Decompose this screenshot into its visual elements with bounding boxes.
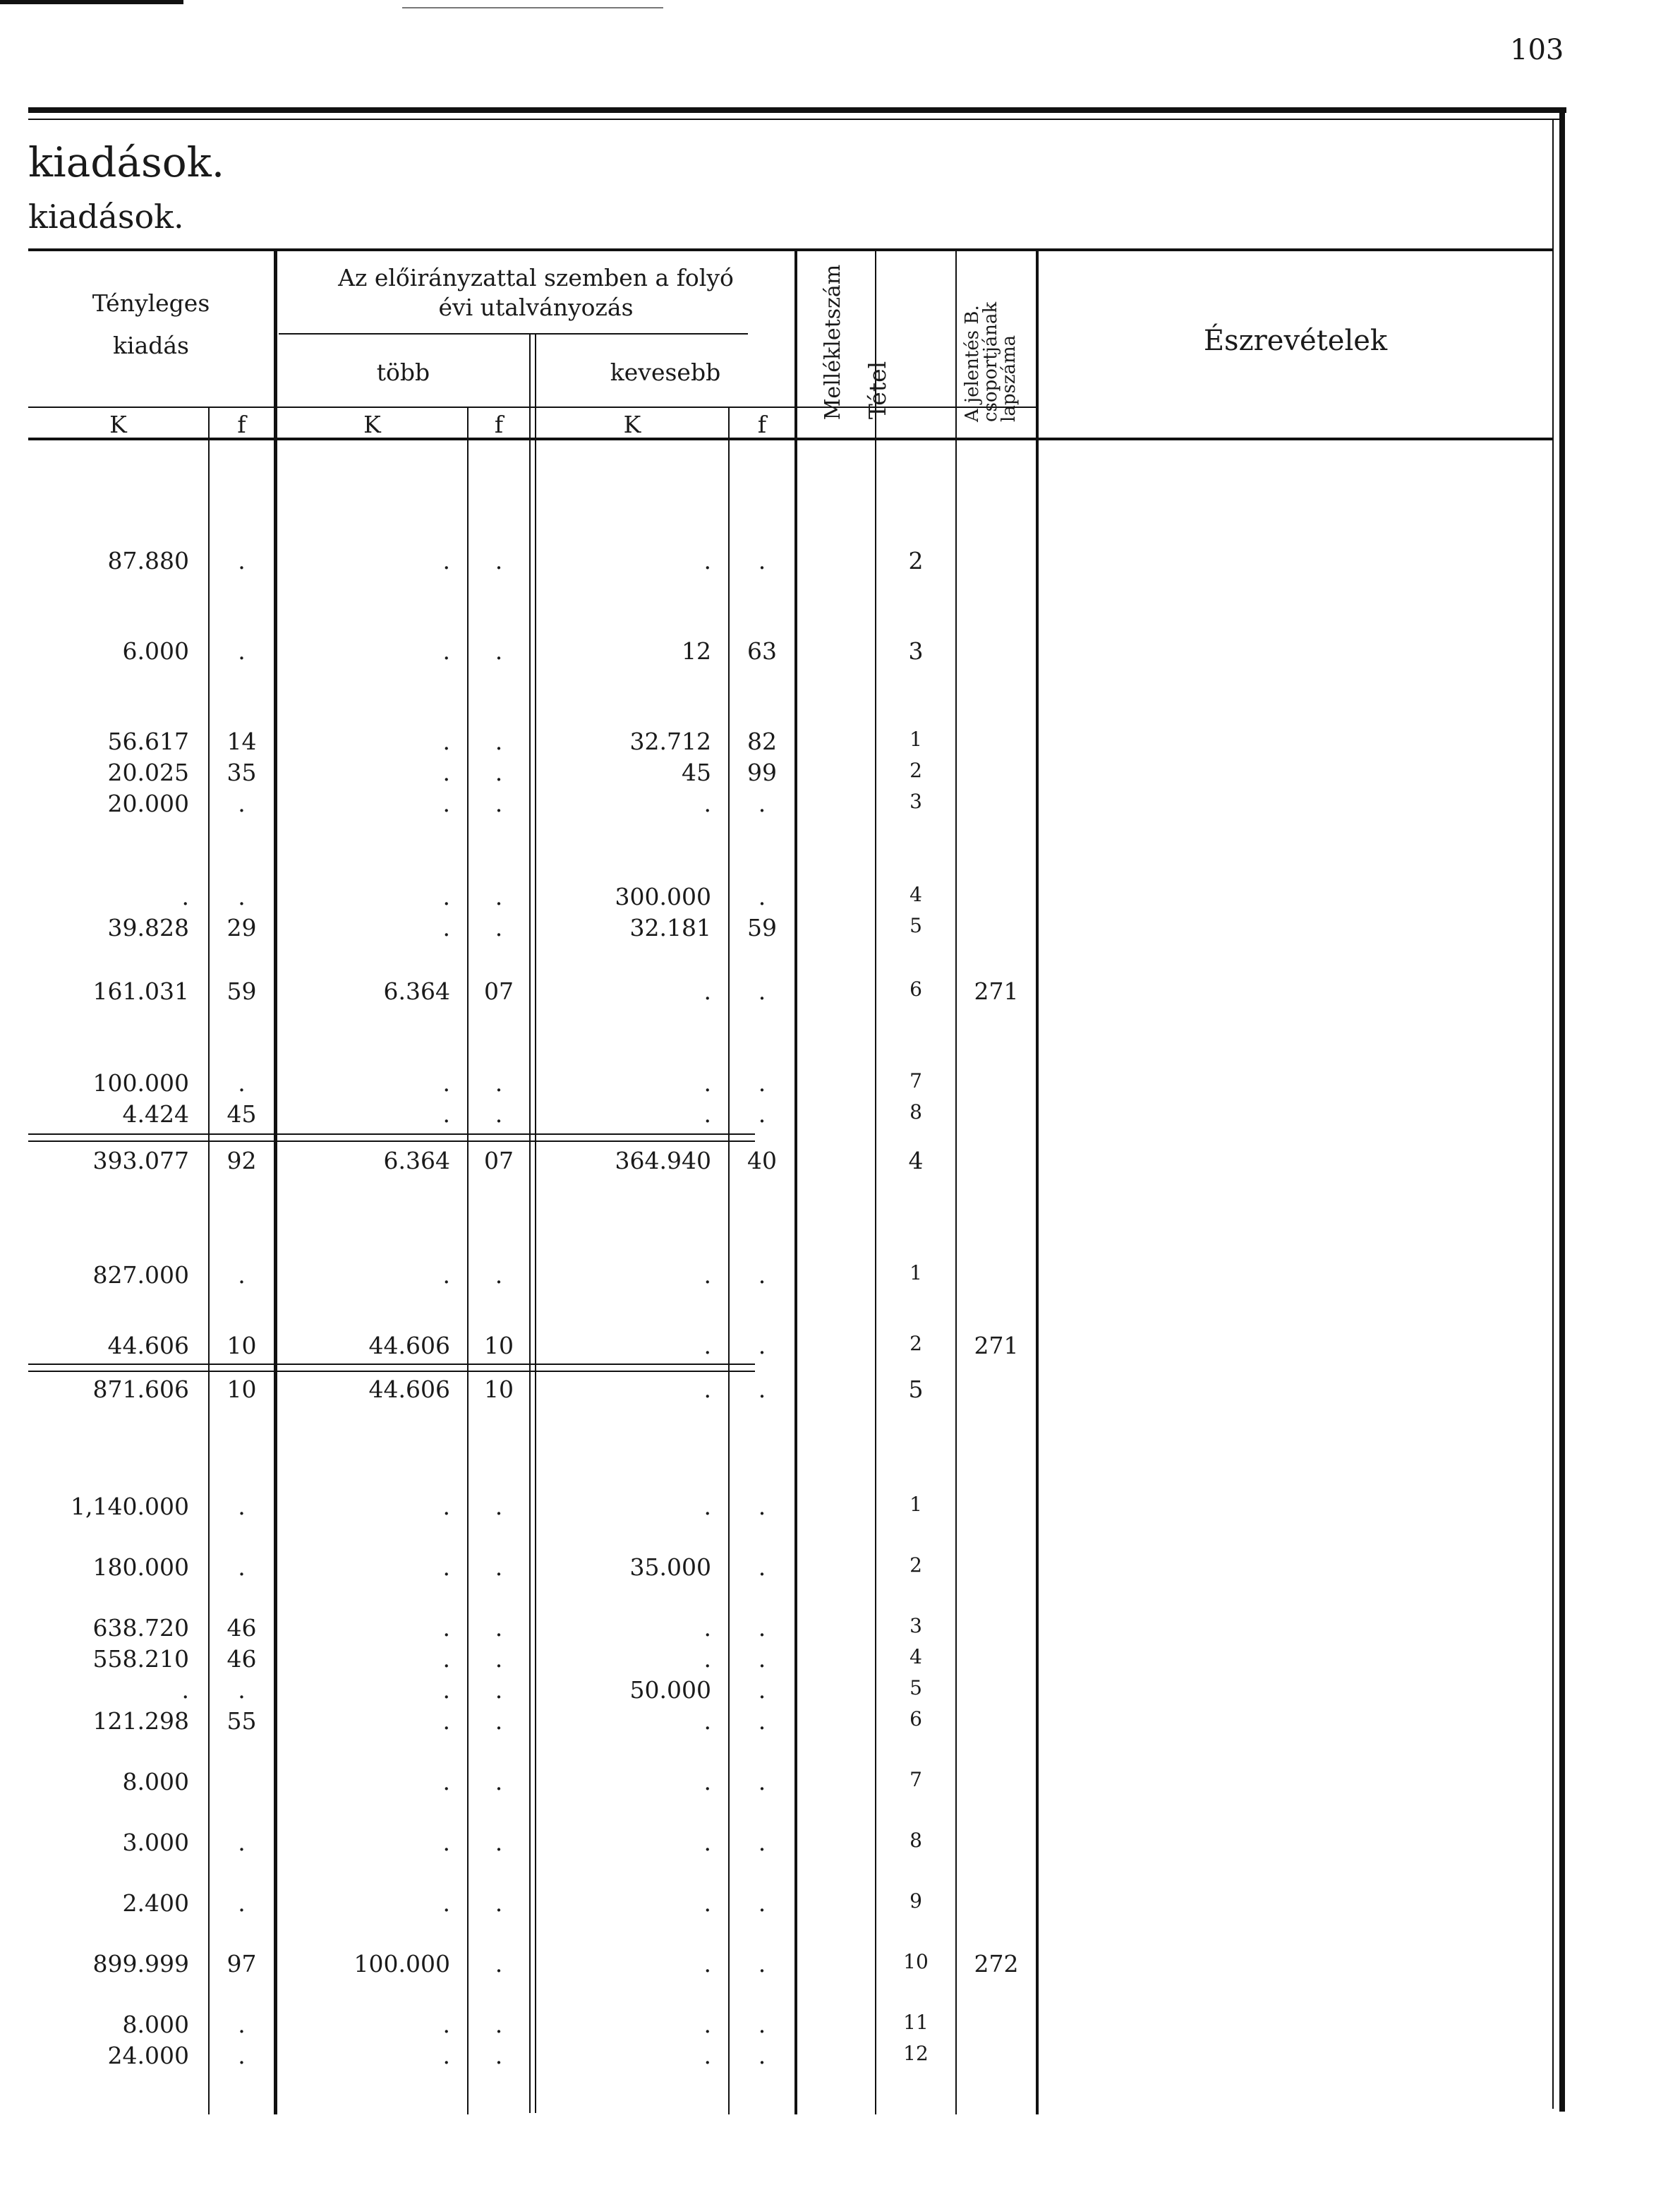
cell-tetel: 9: [910, 1889, 922, 1913]
cell-k2: .: [442, 2042, 450, 2069]
cell-f3: 40: [747, 1147, 777, 1174]
unit-k: K: [363, 411, 381, 438]
cell-f2: .: [495, 1676, 503, 1704]
cell-f3: .: [758, 790, 766, 817]
cell-k3: .: [703, 1493, 711, 1520]
cell-k1: 161.031: [92, 977, 189, 1005]
cell-k1: 8.000: [122, 1768, 189, 1795]
cell-k1: 871.606: [92, 1376, 189, 1403]
cell-k1: 3.000: [122, 1829, 189, 1856]
cell-k1: 39.828: [107, 914, 189, 941]
cell-k2: 100.000: [353, 1950, 450, 1978]
cell-k1: 20.025: [107, 759, 189, 786]
cell-k2: .: [442, 1829, 450, 1856]
cell-k2: .: [442, 759, 450, 786]
cell-k1: 2.400: [122, 1889, 189, 1917]
cell-lap: 271: [974, 977, 1019, 1005]
header-tobb: több: [376, 359, 430, 386]
unit-f: f: [757, 411, 767, 438]
cell-f3: .: [758, 883, 766, 910]
header-tetel: Tétel: [864, 361, 891, 420]
cell-f2: 07: [484, 1147, 514, 1174]
cell-k2: .: [442, 1100, 450, 1128]
cell-f1: 59: [226, 977, 257, 1005]
cell-f1: .: [238, 1553, 246, 1581]
cell-tetel: 5: [910, 1676, 922, 1699]
cell-f3: .: [758, 1645, 766, 1673]
scan-mark: [402, 7, 663, 8]
subtotal-rule: [28, 1140, 755, 1142]
cell-tetel: 2: [908, 547, 924, 574]
cell-f2: .: [495, 1614, 503, 1642]
cell-tetel: 2: [910, 1553, 922, 1577]
cell-f3: .: [758, 1261, 766, 1289]
cell-k1: 180.000: [92, 1553, 189, 1581]
cell-f1: 46: [226, 1645, 257, 1673]
cell-k2: 44.606: [368, 1332, 450, 1359]
cell-f2: .: [495, 1707, 503, 1735]
cell-k1: 1,140.000: [71, 1493, 189, 1520]
cell-f1: .: [238, 1493, 246, 1520]
cell-k3: .: [703, 547, 711, 574]
cell-k1: 121.298: [92, 1707, 189, 1735]
cell-k3: .: [703, 1645, 711, 1673]
cell-f3: .: [758, 2042, 766, 2069]
cell-f2: .: [495, 914, 503, 941]
cell-k2: .: [442, 1676, 450, 1704]
col-line: [208, 407, 210, 2114]
cell-tetel: 6: [910, 1707, 922, 1731]
cell-k2: .: [442, 1553, 450, 1581]
col-line: [728, 407, 730, 2114]
cell-tetel: 4: [908, 1147, 924, 1174]
cell-k3: .: [703, 977, 711, 1005]
cell-k2: .: [442, 1768, 450, 1795]
cell-k3: 50.000: [629, 1676, 711, 1704]
col-line: [529, 335, 531, 2113]
cell-f3: .: [758, 1707, 766, 1735]
page-subtitle: kiadások.: [28, 198, 184, 236]
header-eloiranyzat-1: Az előirányzattal szemben a folyó: [338, 264, 734, 291]
cell-f1: 46: [226, 1614, 257, 1642]
cell-f2: .: [495, 1261, 503, 1289]
cell-k3: .: [703, 1950, 711, 1978]
top-rule: [28, 107, 1566, 113]
cell-k2: 6.364: [383, 977, 450, 1005]
cell-k3: 300.000: [615, 883, 711, 910]
cell-f1: .: [238, 1676, 246, 1704]
cell-f3: 63: [747, 637, 777, 665]
unit-k: K: [623, 411, 641, 438]
scan-mark: [0, 0, 183, 4]
subtotal-rule: [28, 1371, 755, 1372]
header-eszrevetelek: Észrevételek: [1203, 325, 1388, 357]
cell-f3: .: [758, 1376, 766, 1403]
cell-k1: 24.000: [107, 2042, 189, 2069]
cell-f2: .: [495, 728, 503, 755]
cell-f1: 14: [226, 728, 257, 755]
cell-tetel: 1: [910, 1493, 922, 1516]
cell-tetel: 7: [910, 1768, 922, 1791]
cell-tetel: 12: [903, 2042, 929, 2065]
cell-f2: .: [495, 1645, 503, 1673]
header-mellekletszam: Mellékletszám: [821, 264, 845, 421]
cell-k2: .: [442, 1707, 450, 1735]
cell-f3: .: [758, 1889, 766, 1917]
cell-f2: .: [495, 1950, 503, 1978]
cell-f3: .: [758, 1614, 766, 1642]
cell-k1: 87.880: [107, 547, 189, 574]
header-jelentes-3: lapszáma: [998, 335, 1020, 422]
cell-tetel: 6: [910, 977, 922, 1001]
col-line: [955, 251, 957, 2114]
cell-f1: 97: [226, 1950, 257, 1978]
unit-f: f: [237, 411, 246, 438]
header-tenyleges-2: kiadás: [113, 332, 189, 359]
cell-f3: .: [758, 1676, 766, 1704]
cell-f3: .: [758, 1100, 766, 1128]
cell-f2: .: [495, 1829, 503, 1856]
cell-f3: 82: [747, 728, 777, 755]
cell-tetel: 4: [910, 883, 922, 906]
cell-f1: .: [238, 547, 246, 574]
cell-k2: .: [442, 914, 450, 941]
header-tenyleges-1: Tényleges: [92, 289, 210, 317]
cell-f3: .: [758, 1493, 766, 1520]
cell-k3: .: [703, 1889, 711, 1917]
cell-f3: .: [758, 2011, 766, 2038]
cell-k3: .: [703, 1768, 711, 1795]
cell-k3: .: [703, 1261, 711, 1289]
cell-k2: 44.606: [368, 1376, 450, 1403]
cell-k2: .: [442, 728, 450, 755]
cell-f2: .: [495, 1768, 503, 1795]
cell-f2: 07: [484, 977, 514, 1005]
cell-tetel: 8: [910, 1829, 922, 1852]
cell-tetel: 10: [903, 1950, 929, 1973]
cell-f1: 55: [226, 1707, 257, 1735]
cell-f2: .: [495, 1553, 503, 1581]
cell-k2: .: [442, 1889, 450, 1917]
cell-f1: .: [238, 790, 246, 817]
cell-f2: .: [495, 1100, 503, 1128]
cell-k2: .: [442, 883, 450, 910]
header-kevesebb: kevesebb: [610, 359, 721, 386]
unit-k: K: [109, 411, 127, 438]
header-eloiranyzat-2: évi utalványozás: [438, 294, 634, 321]
cell-f3: .: [758, 977, 766, 1005]
cell-tetel: 8: [910, 1100, 922, 1124]
cell-k2: .: [442, 2011, 450, 2038]
cell-k3: 12: [682, 637, 711, 665]
cell-k3: .: [703, 2011, 711, 2038]
cell-f1: .: [238, 883, 246, 910]
cell-f1: .: [238, 1889, 246, 1917]
cell-tetel: 5: [910, 914, 922, 937]
cell-k1: 558.210: [92, 1645, 189, 1673]
page-number: 103: [1510, 34, 1564, 66]
cell-f1: 92: [226, 1147, 257, 1174]
cell-f3: .: [758, 1553, 766, 1581]
cell-f2: .: [495, 1493, 503, 1520]
cell-k1: 56.617: [107, 728, 189, 755]
cell-lap: 272: [974, 1950, 1019, 1978]
cell-k2: .: [442, 790, 450, 817]
cell-f3: .: [758, 1768, 766, 1795]
cell-k2: .: [442, 1614, 450, 1642]
cell-tetel: 11: [903, 2011, 929, 2034]
cell-k2: .: [442, 1069, 450, 1097]
cell-k3: .: [703, 1614, 711, 1642]
cell-f3: .: [758, 1829, 766, 1856]
cell-k2: .: [442, 637, 450, 665]
cell-k1: 899.999: [92, 1950, 189, 1978]
cell-f2: .: [495, 790, 503, 817]
cell-k1: 827.000: [92, 1261, 189, 1289]
cell-f2: 10: [484, 1376, 514, 1403]
cell-tetel: 2: [910, 1332, 922, 1355]
cell-f1: 45: [226, 1100, 257, 1128]
cell-f2: .: [495, 1889, 503, 1917]
cell-f1: 29: [226, 914, 257, 941]
cell-k3: .: [703, 1707, 711, 1735]
subheader-rule: [279, 333, 748, 335]
cell-k1: 4.424: [122, 1100, 189, 1128]
col-line: [1036, 251, 1039, 2114]
cell-f3: 99: [747, 759, 777, 786]
cell-k3: 32.181: [629, 914, 711, 941]
top-rule-thin: [28, 119, 1559, 120]
cell-k3: .: [703, 1069, 711, 1097]
cell-f3: .: [758, 1950, 766, 1978]
cell-tetel: 5: [908, 1376, 924, 1403]
cell-k1: 638.720: [92, 1614, 189, 1642]
cell-k1: .: [181, 883, 189, 910]
cell-k3: .: [703, 1332, 711, 1359]
cell-f1: .: [238, 1829, 246, 1856]
col-line: [794, 251, 797, 2114]
cell-tetel: 3: [910, 1614, 922, 1637]
cell-f2: 10: [484, 1332, 514, 1359]
right-border: [1559, 107, 1565, 2112]
right-border-thin: [1552, 119, 1554, 2109]
cell-tetel: 1: [910, 1261, 922, 1284]
cell-tetel: 1: [910, 728, 922, 751]
cell-k2: .: [442, 1645, 450, 1673]
cell-f2: .: [495, 2042, 503, 2069]
cell-k1: 393.077: [92, 1147, 189, 1174]
cell-lap: 271: [974, 1332, 1019, 1359]
cell-tetel: 7: [910, 1069, 922, 1093]
cell-k3: 35.000: [629, 1553, 711, 1581]
header-top-rule: [28, 248, 1552, 251]
unit-f: f: [494, 411, 504, 438]
cell-k3: 45: [682, 759, 711, 786]
header-jelentes-2: csoportjának: [980, 301, 1001, 422]
cell-f3: 59: [747, 914, 777, 941]
cell-f1: .: [238, 2011, 246, 2038]
cell-f1: 10: [226, 1332, 257, 1359]
cell-f1: .: [238, 1261, 246, 1289]
cell-f1: 10: [226, 1376, 257, 1403]
cell-k1: 20.000: [107, 790, 189, 817]
cell-f2: .: [495, 2011, 503, 2038]
cell-tetel: 2: [910, 759, 922, 782]
cell-k3: 32.712: [629, 728, 711, 755]
cell-f1: .: [238, 2042, 246, 2069]
cell-k2: .: [442, 547, 450, 574]
cell-k2: .: [442, 1261, 450, 1289]
cell-k1: 8.000: [122, 2011, 189, 2038]
cell-k1: 6.000: [122, 637, 189, 665]
cell-k1: 100.000: [92, 1069, 189, 1097]
cell-f3: .: [758, 1332, 766, 1359]
cell-k2: 6.364: [383, 1147, 450, 1174]
cell-k3: .: [703, 1376, 711, 1403]
header-jelentes-1: A jelentés B.: [962, 305, 983, 422]
cell-f2: .: [495, 1069, 503, 1097]
cell-k3: .: [703, 1829, 711, 1856]
cell-k2: .: [442, 1493, 450, 1520]
cell-k3: .: [703, 1100, 711, 1128]
cell-k3: 364.940: [615, 1147, 711, 1174]
cell-f3: .: [758, 1069, 766, 1097]
cell-tetel: 3: [908, 637, 924, 665]
cell-k1: 44.606: [107, 1332, 189, 1359]
cell-f2: .: [495, 759, 503, 786]
subtotal-rule: [28, 1364, 755, 1365]
cell-f1: 35: [226, 759, 257, 786]
cell-tetel: 4: [910, 1645, 922, 1668]
page-title: kiadások.: [28, 138, 225, 186]
cell-f1: .: [238, 1069, 246, 1097]
cell-f3: .: [758, 547, 766, 574]
cell-k3: .: [703, 790, 711, 817]
cell-f2: .: [495, 547, 503, 574]
cell-f2: .: [495, 883, 503, 910]
cell-tetel: 3: [910, 790, 922, 813]
cell-f2: .: [495, 637, 503, 665]
cell-k3: .: [703, 2042, 711, 2069]
subtotal-rule: [28, 1133, 755, 1135]
col-line: [467, 407, 469, 2114]
cell-f1: .: [238, 637, 246, 665]
cell-k1: .: [181, 1676, 189, 1704]
